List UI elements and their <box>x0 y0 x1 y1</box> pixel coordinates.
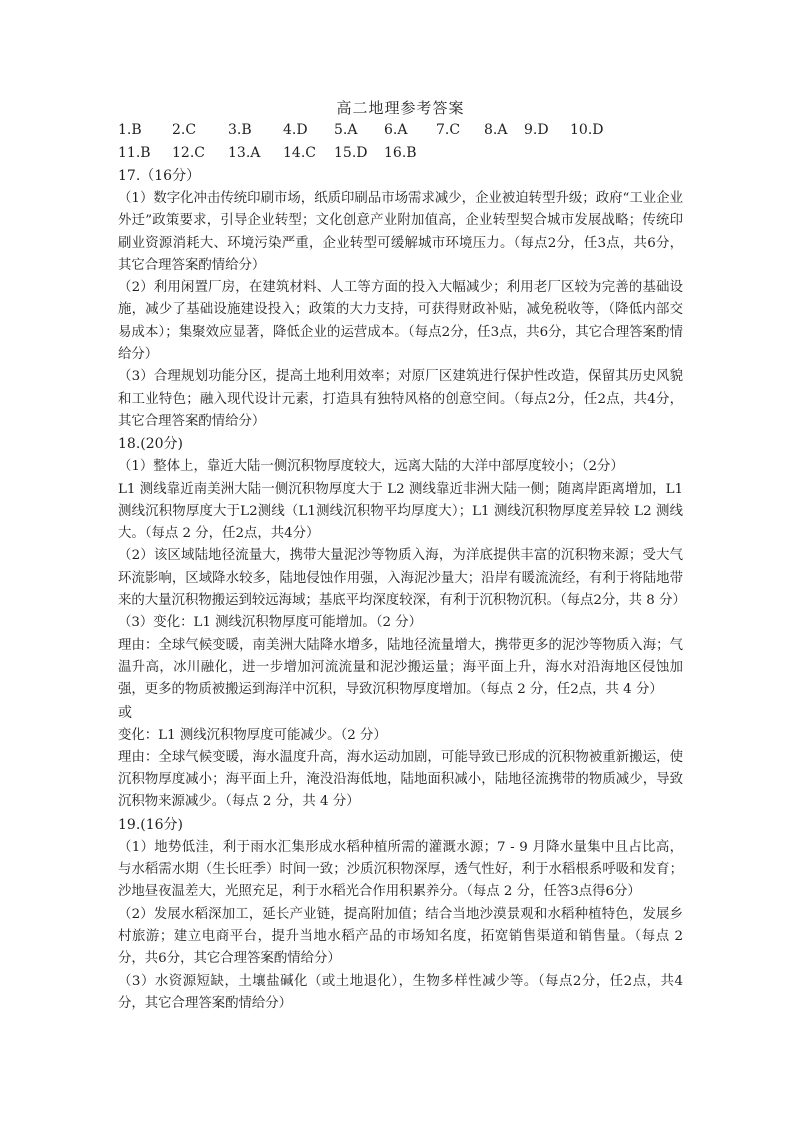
question-18 <box>118 433 686 813</box>
q17-answer-2: （2）利用闲置厂房，在建筑材料、人工等方面的投入大幅减少；利用老厂区较为完善的基础设施，减少了基础设施建设投入；政策的大力支持，可获得财政补贴，减免税收等，（降低内部交易成本）；集聚效应显著，降低企业的运营成本。（每点2分，任3点，共6分，其它合理答案酌情给分） <box>118 280 683 363</box>
q18-answer-3-alt-reason: 理由：全球气候变暖，海水温度升高，海水运动加剧，可能导致已形成的沉积物被重新搬运，使沉积物厚度减小；海平面上升，淹没沿海低地，陆地面积减小，陆地径流携带的物质减少，导致沉积物来源减少。（每点 2 分，共 4 分） <box>118 749 683 810</box>
mc-answer: 2.C <box>172 122 197 138</box>
mc-answer: 12.C <box>172 145 205 161</box>
question-17 <box>118 165 683 433</box>
q18-answer-3-reason: 理由：全球气候变暖，南美洲大陆降水增多，陆地径流量增大，携带更多的泥沙等物质入海；气温升高，冰川融化，进一步增加河流流量和泥沙搬运量；海平面上升，海水对沿海地区侵蚀加强，更多的物质被搬运到海洋中沉积，导致沉积物厚度增加。（每点 2 分，任2点，共 4 分） <box>118 637 683 698</box>
mc-answer: 11.B <box>118 145 151 161</box>
q19-answer-1: （1）地势低洼，利于雨水汇集形成水稻种植所需的灌溉水源；7 - 9 月降水量集中且占比高，与水稻需水期（生长旺季）时间一致；沙质沉积物深厚，透气性好，利于水稻根系呼吸和发育；沙地昼夜温差大，光照充足，利于水稻光合作用积累养分。（每点 2 分，任答3点得6分） <box>118 839 683 900</box>
q18-answer-2: （2）该区域陆地径流量大，携带大量泥沙等物质入海，为洋底提供丰富的沉积物来源；受大气环流影响，区域降水较多，陆地侵蚀作用强，入海泥沙量大；沿岸有暖流流经，有利于将陆地带来的大量沉积物搬运到较远海域；基底平均深度较深，有利于沉积物沉积。（每点2分，共 8 分） <box>118 548 686 609</box>
q18-answer-1: （1）整体上，靠近大陆一侧沉积物厚度较大，远离大陆的大洋中部厚度较小；（2分） <box>118 459 624 475</box>
mc-answer: 14.C <box>283 145 316 161</box>
q17-answer-1: （1）数字化冲击传统印刷市场，纸质印刷品市场需求减少，企业被迫转型升级；政府“工业企业外迁”政策要求，引导企业转型；文化创意产业附加值高，企业转型契合城市发展战略；传统印刷业资源消耗大、环境污染严重，企业转型可缓解城市环境压力。（每点2分，任3点，共6分，其它合理答案酌情给分） <box>118 191 683 273</box>
mc-answer: 7.C <box>436 122 461 138</box>
mc-answer: 16.B <box>384 145 417 161</box>
q19-answer-3: （3）水资源短缺，土壤盐碱化（或土地退化），生物多样性减少等。（每点2分，任2点，共4分，其它合理答案酌情给分） <box>118 973 683 1011</box>
mc-answers-row-1 <box>118 119 683 142</box>
question-18-heading: 18.(20分) <box>118 436 184 453</box>
mc-answer: 13.A <box>228 145 261 161</box>
q18-alternative-marker: 或 <box>118 704 132 721</box>
answer-sheet <box>118 97 686 1015</box>
mc-answers-row-2 <box>118 142 683 165</box>
q18-answer-3-change: （3）变化：L1 测线沉积物厚度可能增加。（2 分） <box>118 615 423 631</box>
question-19 <box>118 814 683 1015</box>
mc-answer: 8.A <box>484 122 508 138</box>
mc-answer: 9.D <box>524 122 549 138</box>
mc-answer: 10.D <box>570 122 604 138</box>
mc-answer: 1.B <box>118 122 142 138</box>
q18-answer-1-detail: L1 测线靠近南美洲大陆一侧沉积物厚度大于 L2 测线靠近非洲大陆一侧；随离岸距离增加，L1测线沉积物厚度大于L2测线（L1测线沉积物平均厚度大）；L1 测线沉积物厚度差异较 L2 测线大。（每点 2 分，任2点，共4分） <box>118 481 683 542</box>
question-19-heading: 19.(16分) <box>118 816 184 833</box>
mc-answer: 4.D <box>283 122 308 138</box>
mc-answer: 5.A <box>334 122 358 138</box>
q19-answer-2: （2）发展水稻深加工，延长产业链，提高附加值；结合当地沙漠景观和水稻种植特色，发展乡村旅游；建立电商平台，提升当地水稻产品的市场知名度，拓宽销售渠道和销售量。（每点 2 分，共6分，其它合理答案酌情给分） <box>118 906 683 967</box>
question-17-heading: 17.（16分） <box>118 168 201 184</box>
mc-answer: 6.A <box>384 122 408 138</box>
mc-answer: 15.D <box>334 145 368 161</box>
page-title: 高二地理参考答案 <box>336 99 465 117</box>
q18-answer-3-alt-change: 变化：L1 测线沉积物厚度可能减少。（2 分） <box>118 727 387 743</box>
q17-answer-3: （3）合理规划功能分区，提高土地利用效率；对原厂区建筑进行保护性改造，保留其历史风貌和工业特色；融入现代设计元素，打造具有独特风格的创意空间。（每点2分，任2点，共4分，其它合理答案酌情给分） <box>118 369 683 429</box>
mc-answer: 3.B <box>228 122 252 138</box>
